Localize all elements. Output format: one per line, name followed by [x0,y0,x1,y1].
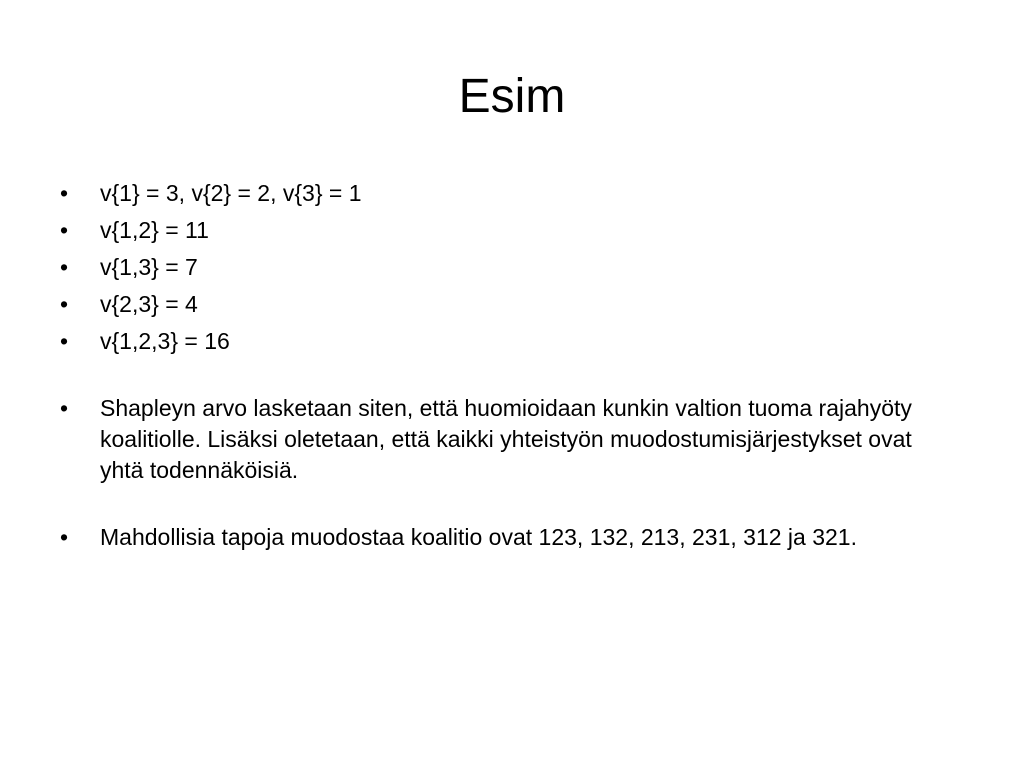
list-item-text: v{1,3} = 7 [100,254,198,280]
list-item [58,289,958,320]
slide-title: Esim [458,70,566,123]
bullet-icon: • [60,217,69,243]
slide-content [58,178,958,559]
bullet-icon: • [60,254,69,280]
list-item-text: v{1,2,3} = 16 [100,328,230,354]
list-item [58,215,958,246]
list-item [58,393,958,486]
bullet-icon: • [60,395,69,421]
list-item [58,252,958,283]
list-item-text: v{1} = 3, v{2} = 2, v{3} = 1 [100,180,362,206]
list-item-text: v{1,2} = 11 [100,217,209,243]
list-item-text: Mahdollisia tapoja muodostaa koalitio ovat 123, 132, 213, 231, 312 ja 321. [100,524,857,550]
bullet-icon: • [60,524,69,550]
bullet-icon: • [60,328,69,354]
bullet-list [58,178,958,553]
list-item [58,522,958,553]
list-item-text: Shapleyn arvo lasketaan siten, että huomioidaan kunkin valtion tuoma rajahyöty koalitiolle. Lisäksi oletetaan, että kaikki yhteistyön muodostumisjärjestykset ovat yhtä todennäköisiä. [100,395,912,483]
list-item [58,178,958,209]
list-item [58,326,958,357]
bullet-icon: • [60,291,69,317]
bullet-icon: • [60,180,69,206]
list-item-text: v{2,3} = 4 [100,291,198,317]
